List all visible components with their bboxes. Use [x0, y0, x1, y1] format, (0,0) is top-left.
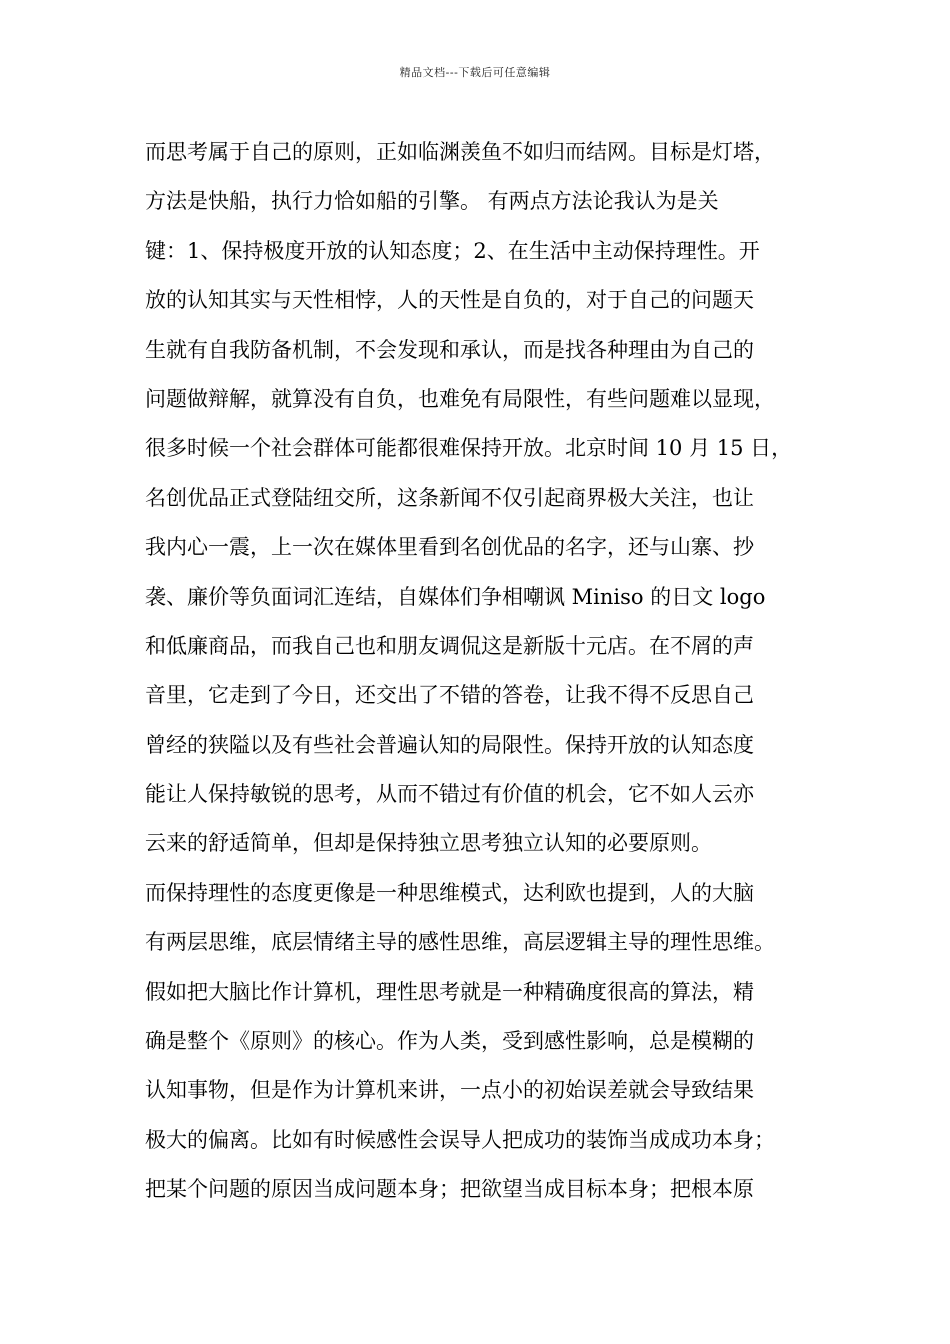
text-line: 假如把大脑比作计算机，理性思考就是一种精确度很高的算法，精 [145, 979, 754, 1004]
text-line: 认知事物，但是作为计算机来讲，一点小的初始误差就会导致结果 [145, 1078, 754, 1103]
text-line: 而思考属于自己的原则，正如临渊羡鱼不如归而结网。目标是灯塔， [145, 140, 775, 164]
text-line: 把某个问题的原因当成问题本身；把欲望当成目标本身；把根本原 [145, 1177, 754, 1202]
text-line: 和低廉商品，而我自己也和朋友调侃这是新版十元店。在不屑的声 [145, 633, 754, 658]
text-line: 我内心一震，上一次在媒体里看到名创优品的名字，还与山寨、抄 [145, 535, 754, 560]
text-line: 云来的舒适简单，但却是保持独立思考独立认知的必要原则。 [145, 831, 712, 856]
text-line: 名创优品正式登陆纽交所，这条新闻不仅引起商界极大关注，也让 [145, 485, 754, 510]
text-line: 放的认知其实与天性相悖，人的天性是自负的，对于自己的问题天 [145, 288, 754, 313]
text-line: 很多时候一个社会群体可能都很难保持开放。北京时间 10 月 15 日， [145, 436, 793, 461]
text-line: 曾经的狭隘以及有些社会普遍认知的局限性。保持开放的认知态度 [145, 732, 754, 757]
text-line: 而保持理性的态度更像是一种思维模式，达利欧也提到，人的大脑 [145, 880, 754, 905]
text-line: 音里，它走到了今日，还交出了不错的答卷，让我不得不反思自己 [145, 683, 754, 708]
body-text [145, 128, 825, 1215]
text-line: 确是整个《原则》的核心。作为人类，受到感性影响，总是模糊的 [145, 1029, 754, 1054]
text-line: 键：1、保持极度开放的认知态度；2、在生活中主动保持理性。开 [145, 238, 760, 263]
page-header: 精品文档---下载后可任意编辑 [399, 66, 551, 79]
text-line: 极大的偏离。比如有时候感性会误导人把成功的装饰当成成功本身； [145, 1127, 775, 1152]
text-line: 生就有自我防备机制，不会发现和承认，而是找各种理由为自己的 [145, 337, 754, 362]
text-line: 袭、廉价等负面词汇连结，自媒体们争相嘲讽 Miniso 的日文 logo [145, 584, 766, 609]
text-line: 方法是快船，执行力恰如船的引擎。 有两点方法论我认为是关 [145, 189, 719, 214]
text-line: 问题做辩解，就算没有自负，也难免有局限性，有些问题难以显现， [145, 386, 775, 411]
text-line: 能让人保持敏锐的思考，从而不错过有价值的机会，它不如人云亦 [145, 782, 754, 807]
text-line: 有两层思维，底层情绪主导的感性思维，高层逻辑主导的理性思维。 [145, 930, 775, 955]
